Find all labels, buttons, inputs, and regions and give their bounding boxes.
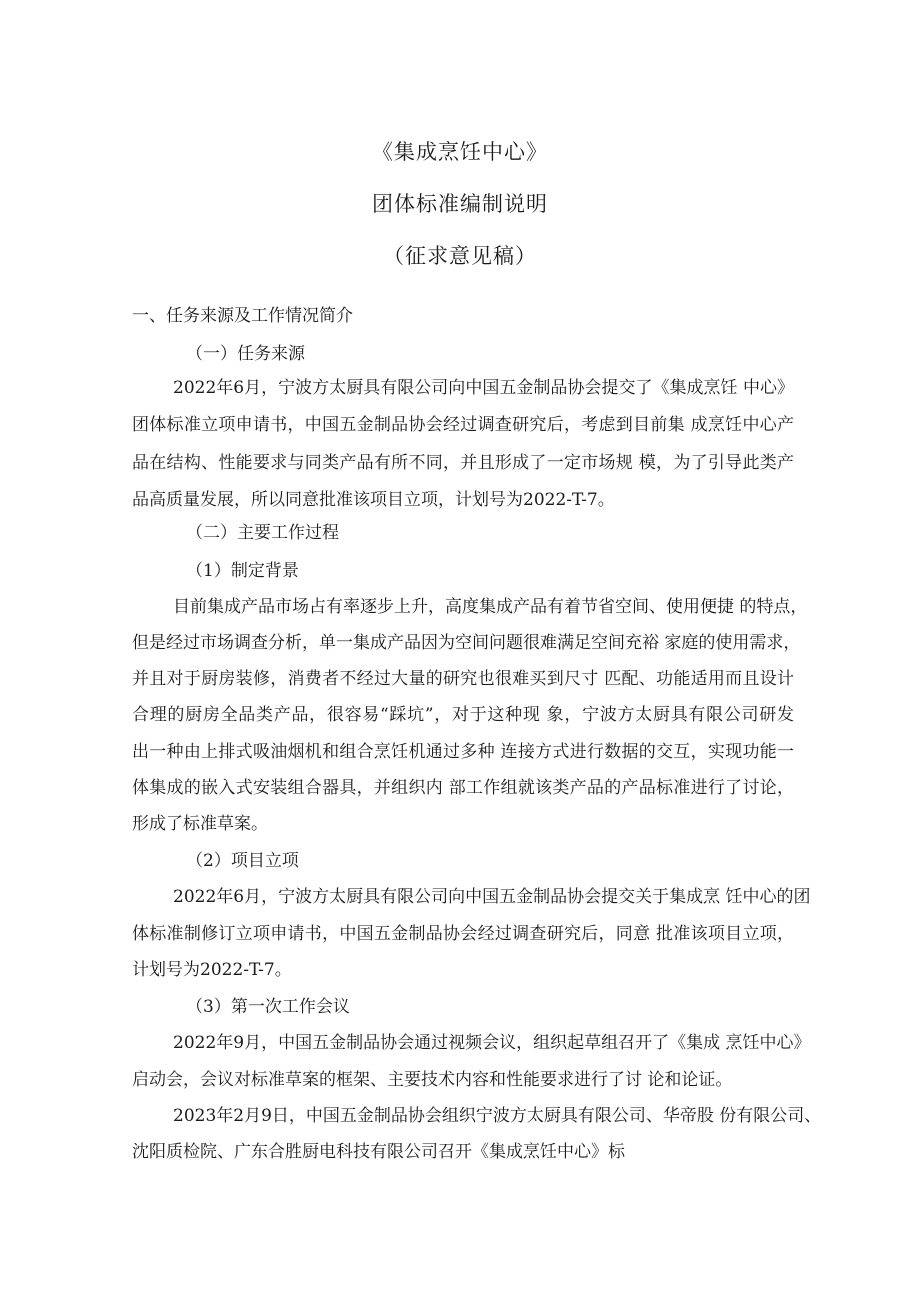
paragraph-line: 品高质量发展，所以同意批准该项目立项，计划号为2022-T-7。	[132, 490, 615, 510]
paragraph-line: 体标准制修订立项申请书，中国五金制品协会经过调查研究后，同意 批准该项目立项，	[132, 924, 794, 944]
paragraph-line: 计划号为2022-T-7。	[132, 960, 292, 980]
paragraph-line: 体集成的嵌入式安装组合器具，并组织内 部工作组就该类产品的产品标准进行了讨论，	[132, 778, 794, 798]
item-heading: （3）第一次工作会议	[186, 997, 350, 1017]
item-heading: （1）制定背景	[186, 561, 299, 581]
paragraph-line: 团体标准立项申请书，中国五金制品协会经过调查研究后，考虑到目前集 成烹饪中心产	[132, 415, 794, 435]
doc-title: 《集成烹饪中心》	[372, 140, 548, 164]
paragraph-line: 品在结构、性能要求与同类产品有所不同，并且形成了一定市场规 模，为了引导此类产	[132, 453, 794, 473]
section-heading: 一、任务来源及工作情况简介	[132, 306, 353, 326]
doc-subtitle: 团体标准编制说明	[372, 192, 548, 216]
subsection-heading: （二）主要工作过程	[186, 523, 339, 543]
paragraph-line: 2022年9月，中国五金制品协会通过视频会议，组织起草组召开了《集成 烹饪中心》	[173, 1033, 811, 1053]
paragraph-line: 2022年6月，宁波方太厨具有限公司向中国五金制品协会提交了《集成烹饪 中心》	[173, 378, 794, 398]
paragraph-line: 目前集成产品市场占有率逐步上升，高度集成产品有着节省空间、使用便捷 的特点，	[173, 597, 808, 617]
paragraph-line: 沈阳质检院、广东合胜厨电科技有限公司召开《集成烹饪中心》标	[132, 1142, 625, 1162]
doc-status: （征求意见稿）	[383, 244, 537, 268]
paragraph-line: 2023年2月9日，中国五金制品协会组织宁波方太厨具有限公司、华帝股 份有限公司、	[173, 1106, 822, 1126]
paragraph-line: 出一种由上排式吸油烟机和组合烹饪机通过多种 连接方式进行数据的交互，实现功能一	[132, 742, 794, 762]
paragraph-line: 合理的厨房全品类产品，很容易“踩坑”，对于这种现 象，宁波方太厨具有限公司研发	[132, 705, 794, 725]
paragraph-line: 并且对于厨房装修，消费者不经过大量的研究也很难买到尺寸 匹配、功能适用而且设计	[132, 669, 794, 689]
paragraph-line: 启动会，会议对标准草案的框架、主要技术内容和性能要求进行了讨 论和论证。	[132, 1070, 733, 1090]
paragraph-line: 2022年6月，宁波方太厨具有限公司向中国五金制品协会提交关于集成烹 饪中心的团	[173, 887, 811, 907]
paragraph-line: 但是经过市场调查分析，单一集成产品因为空间问题很难满足空间充裕 家庭的使用需求，	[132, 633, 801, 653]
subsection-heading: （一）任务来源	[186, 344, 305, 364]
item-heading: （2）项目立项	[186, 851, 299, 871]
paragraph-line: 形成了标准草案。	[132, 814, 268, 834]
